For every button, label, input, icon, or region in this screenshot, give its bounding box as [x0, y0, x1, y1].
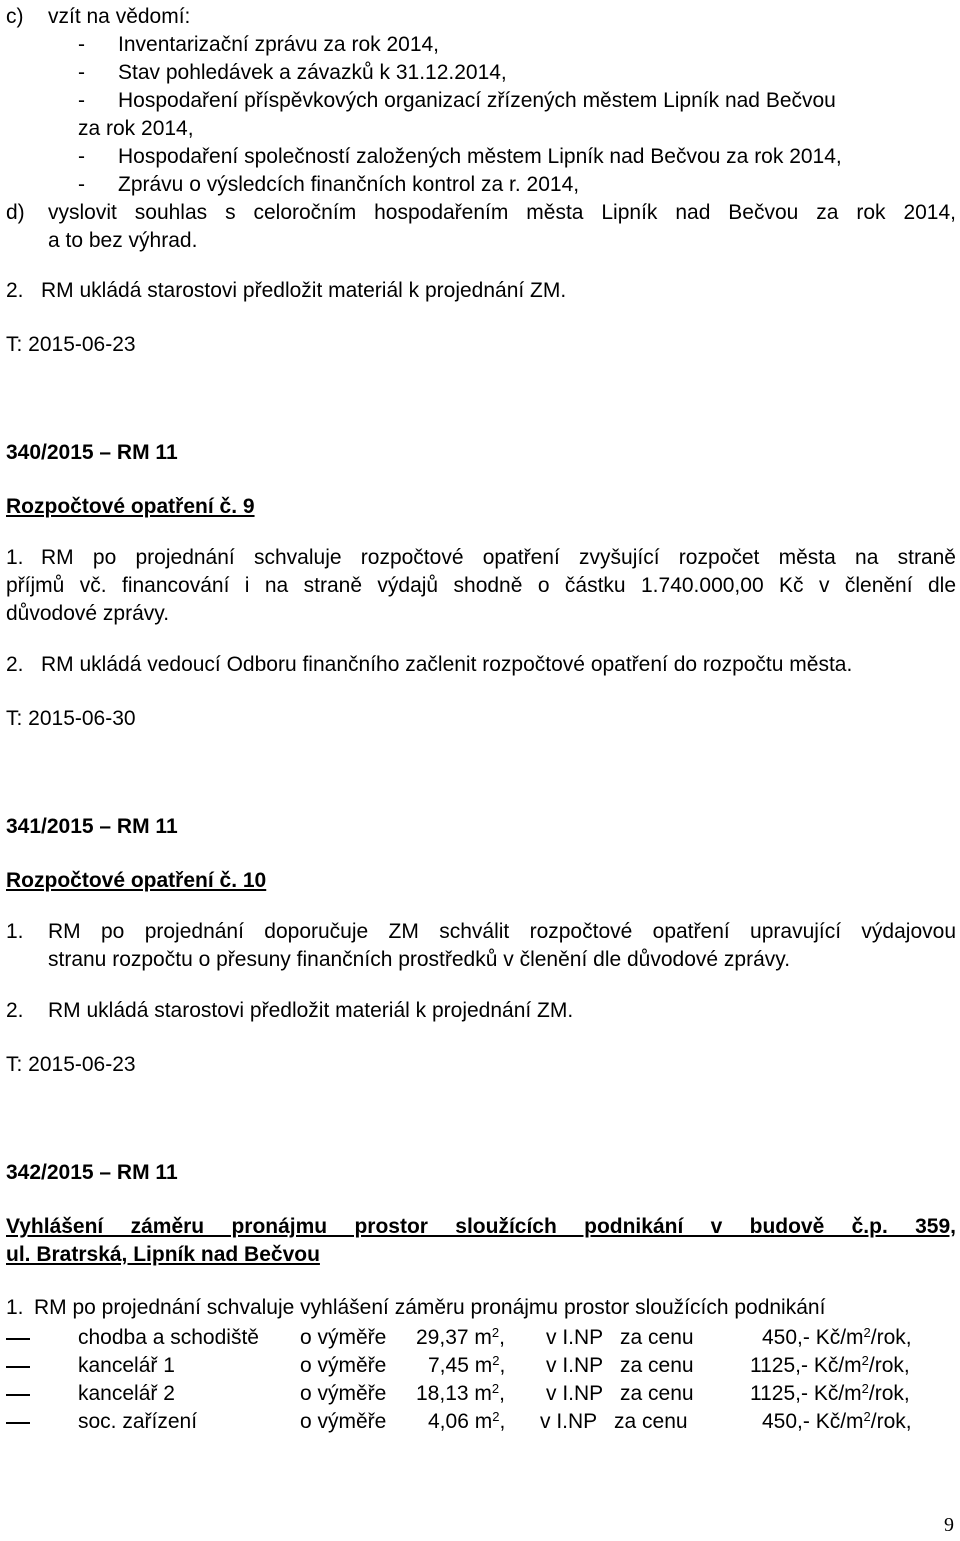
price-label: za cenu: [620, 1382, 694, 1405]
point-text: příjmů vč. financování i na straně výdajů shodně o částku 1.740.000,00 Kč v členění dle: [6, 574, 956, 597]
price-label: za cenu: [620, 1326, 694, 1349]
point-text: RM ukládá starostovi předložit materiál k projednání ZM.: [48, 999, 574, 1022]
deadline: T: 2015-06-23: [6, 1053, 136, 1076]
area-sup: 2: [492, 1409, 500, 1424]
point-number: 1.: [6, 920, 24, 943]
point-number: 1.: [6, 1296, 24, 1319]
list-item-continuation: za rok 2014,: [78, 117, 194, 140]
size-label: o výměře: [300, 1326, 387, 1349]
point-number: 2.: [6, 279, 24, 302]
dash: -: [78, 89, 85, 112]
area: 18,13 m: [416, 1382, 492, 1405]
dash: [6, 1394, 30, 1396]
resolution-title: ul. Bratrská, Lipník nad Bečvou: [6, 1243, 320, 1266]
section-d-line: a to bez výhrad.: [48, 229, 198, 252]
price-tail: /rok,: [870, 1410, 912, 1433]
price: 1125,- Kč/m: [750, 1354, 862, 1377]
price-sup: 2: [863, 1325, 871, 1340]
price-tail: /rok,: [868, 1382, 910, 1405]
dash: -: [78, 145, 85, 168]
dash: [6, 1422, 30, 1424]
section-d-line: vyslovit souhlas s celoročním hospodařením města Lipník nad Bečvou za rok 2014,: [48, 201, 956, 224]
price-sup: 2: [861, 1353, 869, 1368]
area: 4,06 m: [428, 1410, 493, 1433]
point-text: důvodové zprávy.: [6, 602, 170, 625]
price: 450,- Kč/m: [762, 1326, 864, 1349]
dash: [6, 1366, 30, 1368]
area-tail: ,: [499, 1382, 505, 1405]
point-text: RM po projednání schvaluje vyhlášení záměru pronájmu prostor sloužících podnikání: [34, 1296, 826, 1319]
point-text: RM ukládá vedoucí Odboru finančního začlenit rozpočtové opatření do rozpočtu města.: [41, 653, 853, 676]
floor: v I.NP: [546, 1326, 604, 1349]
area-sup: 2: [492, 1353, 500, 1368]
price: 1125,- Kč/m: [750, 1382, 862, 1405]
section-c-marker: c): [6, 5, 24, 28]
area-sup: 2: [491, 1325, 500, 1340]
deadline: T: 2015-06-30: [6, 707, 136, 730]
point-number: 2.: [6, 653, 24, 676]
list-item: Zprávu o výsledcích finančních kontrol za r. 2014,: [118, 173, 580, 196]
price-tail: /rok,: [868, 1354, 910, 1377]
list-item: Hospodaření společností založených městem Lipník nad Bečvou za rok 2014,: [118, 145, 842, 168]
point-number: 2.: [6, 999, 24, 1022]
price-sup: 2: [863, 1409, 871, 1424]
point-text: RM ukládá starostovi předložit materiál k projednání ZM.: [41, 279, 567, 302]
point-text: stranu rozpočtu o přesuny finančních prostředků v členění dle důvodové zprávy.: [48, 948, 791, 971]
section-d-marker: d): [6, 201, 25, 224]
size-label: o výměře: [300, 1410, 387, 1433]
premises-name: kancelář 2: [78, 1382, 175, 1405]
dash: [6, 1338, 30, 1340]
list-item: Stav pohledávek a závazků k 31.12.2014,: [118, 61, 507, 84]
resolution-title: Rozpočtové opatření č. 10: [6, 869, 267, 892]
area-tail: ,: [499, 1354, 506, 1377]
floor: v I.NP: [546, 1354, 604, 1377]
price-label: za cenu: [620, 1354, 694, 1377]
size-label: o výměře: [300, 1382, 387, 1405]
premises-name: soc. zařízení: [78, 1410, 198, 1433]
resolution-title: Rozpočtové opatření č. 9: [6, 495, 255, 518]
floor: v I.NP: [546, 1382, 604, 1405]
premises-name: chodba a schodiště: [78, 1326, 259, 1349]
resolution-title: Vyhlášení záměru pronájmu prostor sloužících podnikání v budově č.p. 359,: [6, 1215, 956, 1238]
price-sup: 2: [861, 1381, 869, 1396]
page-number: 9: [944, 1514, 954, 1536]
deadline: T: 2015-06-23: [6, 333, 136, 356]
size-label: o výměře: [300, 1354, 387, 1377]
list-item: Hospodaření příspěvkových organizací zřízených městem Lipník nad Bečvou: [118, 89, 836, 112]
resolution-id: 341/2015 – RM 11: [6, 815, 178, 838]
area: 29,37 m: [416, 1326, 492, 1349]
price-label: za cenu: [614, 1410, 688, 1433]
area-tail: ,: [499, 1326, 505, 1349]
section-c-title: vzít na vědomí:: [48, 5, 191, 28]
point-text: RM po projednání doporučuje ZM schválit rozpočtové opatření upravující výdajovou: [48, 920, 956, 943]
dash: -: [78, 173, 85, 196]
floor: v I.NP: [540, 1410, 598, 1433]
dash: -: [78, 33, 85, 56]
area-sup: 2: [491, 1381, 500, 1396]
resolution-id: 340/2015 – RM 11: [6, 441, 178, 464]
premises-name: kancelář 1: [78, 1354, 175, 1377]
resolution-id: 342/2015 – RM 11: [6, 1161, 178, 1184]
point-number: 1.: [6, 546, 24, 569]
dash: -: [78, 61, 85, 84]
point-text: RM po projednání schvaluje rozpočtové opatření zvyšující rozpočet města na straně: [41, 546, 956, 569]
area-tail: ,: [499, 1410, 506, 1433]
area: 7,45 m: [428, 1354, 493, 1377]
price: 450,- Kč/m: [762, 1410, 864, 1433]
price-tail: /rok,: [870, 1326, 912, 1349]
list-item: Inventarizační zprávu za rok 2014,: [118, 33, 440, 56]
